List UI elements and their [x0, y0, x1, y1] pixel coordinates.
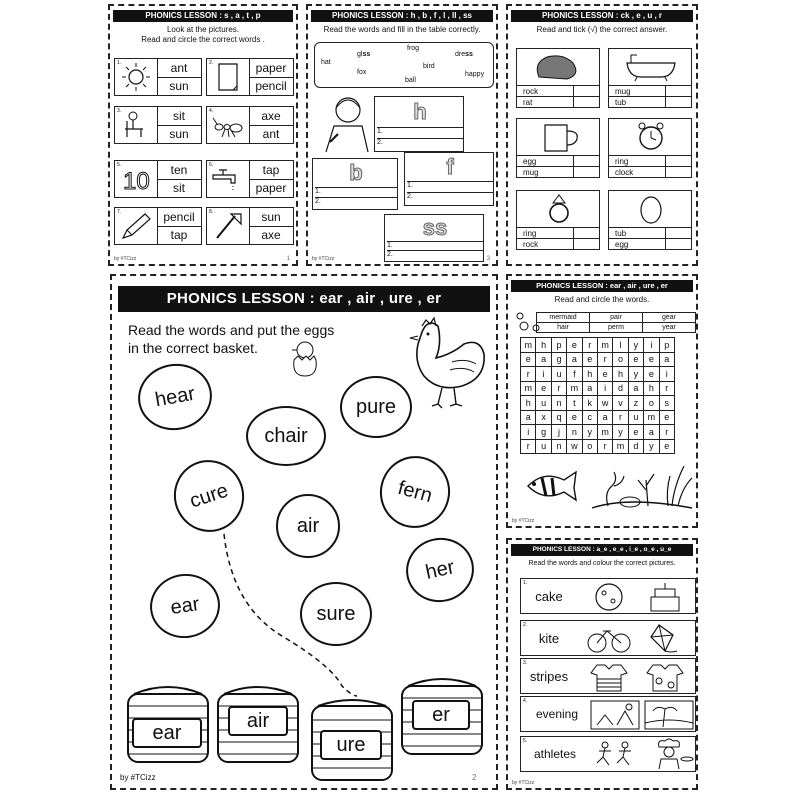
tick-box[interactable]	[573, 238, 599, 249]
grid-row	[521, 410, 675, 425]
grid-letter[interactable]: i	[521, 425, 536, 440]
word-egg-chair[interactable]: chair	[246, 406, 326, 466]
tick-box[interactable]	[573, 227, 599, 238]
instruction-line-2: Read and circle the correct words .	[141, 35, 265, 44]
word-egg-cure[interactable]: cure	[165, 451, 254, 541]
tick-box[interactable]	[573, 85, 599, 96]
answer-option[interactable]: clock	[609, 166, 665, 177]
grid-letter[interactable]: g	[551, 352, 566, 367]
instruction-line-2: in the correct basket.	[128, 340, 258, 356]
word-search-grid	[520, 337, 675, 454]
worksheet-split-digraph	[506, 538, 698, 790]
word-picture-row	[520, 658, 696, 694]
grid-letter[interactable]: r	[597, 352, 612, 367]
tick-answer-cell	[608, 48, 692, 108]
row-word: evening	[535, 707, 579, 721]
grid-letter[interactable]: h	[644, 381, 659, 396]
grid-letter[interactable]: v	[613, 396, 628, 411]
grid-letter[interactable]: i	[644, 338, 659, 353]
answer-option[interactable]: rat	[517, 96, 573, 107]
grid-letter[interactable]: o	[644, 396, 659, 411]
number-ten-icon	[115, 161, 158, 197]
sitting-boy-icon	[115, 107, 158, 143]
tick-box[interactable]	[665, 85, 691, 96]
grid-letter[interactable]: e	[582, 352, 597, 367]
worksheet-word-search	[506, 274, 698, 528]
answer-line: 2.	[377, 139, 383, 146]
grid-letter[interactable]: m	[644, 410, 659, 425]
word-bank-word: perm	[590, 323, 643, 333]
row-word: kite	[538, 631, 560, 646]
page-number: 1	[286, 256, 290, 262]
answer-option[interactable]: rock	[517, 85, 573, 96]
grid-letter[interactable]: o	[582, 439, 597, 454]
instruction-line-1: Look at the pictures.	[166, 25, 240, 34]
worksheet-ear-air-ure-er	[110, 274, 498, 790]
egg-icon	[609, 191, 693, 227]
grid-letter[interactable]: r	[521, 367, 536, 382]
bathtub-icon	[609, 49, 693, 85]
picture-word-cell	[206, 106, 294, 144]
word-egg-her[interactable]: her	[400, 532, 480, 609]
grid-letter[interactable]: r	[582, 338, 597, 353]
instruction: Read the words and fill in the table correctly.	[323, 25, 481, 34]
tick-box[interactable]	[573, 155, 599, 166]
grid-letter[interactable]: h	[613, 367, 628, 382]
word-bank-table	[536, 312, 696, 333]
word-option[interactable]: sun	[249, 208, 293, 227]
grid-letter[interactable]: h	[521, 396, 536, 411]
letter-table-h	[374, 96, 464, 152]
coral-icon	[588, 456, 696, 512]
grid-letter[interactable]: e	[521, 352, 536, 367]
tap-icon	[207, 161, 250, 197]
instruction: Read and tick (√) the correct answer.	[536, 25, 668, 34]
ring-icon	[517, 191, 601, 227]
word-bank-word: fox	[357, 69, 367, 76]
tick-box[interactable]	[665, 166, 691, 177]
answer-option[interactable]: tub	[609, 96, 665, 107]
cake-icon[interactable]	[637, 581, 693, 613]
grid-letter[interactable]: c	[582, 410, 597, 425]
letter-heading: h	[413, 99, 427, 124]
grid-letter[interactable]: m	[521, 338, 536, 353]
grid-letter[interactable]: m	[597, 425, 612, 440]
tick-answer-cell	[516, 190, 600, 250]
word-egg-pure[interactable]: pure	[340, 376, 412, 438]
grid-letter[interactable]: i	[597, 381, 612, 396]
word-option[interactable]: sit	[157, 107, 201, 126]
worksheet-title: PHONICS LESSON : h , b , f , l , ll , ss	[311, 10, 493, 22]
word-option[interactable]: axe	[249, 107, 293, 126]
answer-option[interactable]: rock	[517, 238, 573, 249]
answer-option[interactable]: mug	[609, 85, 665, 96]
credit: by #TCizz	[512, 780, 535, 786]
grid-letter[interactable]: y	[644, 439, 659, 454]
word-option[interactable]: paper	[255, 181, 287, 195]
basket-ure[interactable]	[308, 692, 396, 782]
floral-shirt-icon[interactable]	[637, 661, 693, 693]
word-option[interactable]: paper	[249, 59, 293, 78]
word-option[interactable]: pencil	[255, 79, 287, 93]
kite-icon[interactable]	[637, 623, 693, 655]
word-bank-word: glss	[357, 51, 371, 58]
grid-letter[interactable]: u	[628, 410, 643, 425]
grid-letter[interactable]: z	[628, 396, 643, 411]
grid-letter[interactable]: h	[536, 338, 551, 353]
mug-icon	[517, 119, 601, 155]
item-number: 7.	[117, 209, 122, 215]
fish-icon	[524, 466, 580, 506]
answer-option[interactable]: ring	[609, 155, 665, 166]
paper-icon	[207, 59, 250, 95]
grid-letter[interactable]: r	[613, 410, 628, 425]
worksheet-title: PHONICS LESSON : s , a , t , p	[113, 10, 293, 22]
grid-letter[interactable]: m	[567, 381, 582, 396]
chef-icon[interactable]	[643, 737, 695, 771]
page-number: 2	[472, 773, 477, 782]
answer-option[interactable]: ring	[517, 227, 573, 238]
basket-er[interactable]	[398, 666, 486, 756]
grid-letter[interactable]: n	[551, 396, 566, 411]
picture-word-cell	[206, 58, 294, 96]
grid-letter[interactable]: h	[582, 367, 597, 382]
worksheet-title: PHONICS LESSON : a_e , e_e , i_e , o_e , u_e	[511, 544, 693, 556]
grid-letter[interactable]: m	[597, 338, 612, 353]
grid-letter[interactable]: i	[536, 367, 551, 382]
grid-row	[521, 439, 675, 454]
grid-letter[interactable]: k	[582, 396, 597, 411]
grid-letter[interactable]: d	[613, 381, 628, 396]
word-bank-word: gear	[643, 313, 696, 323]
answer-line: 1.	[387, 241, 483, 251]
answer-line: 2.	[387, 251, 393, 258]
basket-air[interactable]	[214, 674, 302, 764]
item-number: 5.	[523, 738, 528, 744]
grid-letter[interactable]: e	[659, 439, 674, 454]
credit: by #TCizz	[114, 256, 137, 262]
grid-letter[interactable]: a	[597, 410, 612, 425]
grid-letter[interactable]: l	[613, 338, 628, 353]
item-number: 4.	[209, 108, 214, 114]
grid-letter[interactable]: a	[628, 381, 643, 396]
grid-letter[interactable]: n	[567, 425, 582, 440]
grid-letter[interactable]: e	[567, 338, 582, 353]
letter-table-b	[312, 158, 398, 210]
pencil-icon	[115, 208, 158, 244]
letter-heading: b	[349, 160, 363, 185]
word-egg-fern[interactable]: fern	[372, 448, 458, 536]
picture-word-cell	[206, 160, 294, 198]
item-number: 6.	[209, 162, 214, 168]
answer-option[interactable]: egg	[517, 155, 573, 166]
picture-word-cell	[114, 58, 202, 96]
word-bank-word: happy	[465, 71, 485, 78]
word-picture-row	[520, 736, 696, 772]
grid-letter[interactable]: u	[536, 439, 551, 454]
grid-letter[interactable]: f	[567, 367, 582, 382]
word-bank-word: mermaid	[537, 313, 590, 323]
grid-letter[interactable]: r	[521, 439, 536, 454]
basket-label: ure	[320, 730, 382, 760]
worksheet-title: PHONICS LESSON : ck , e , u , r	[511, 10, 693, 22]
grid-row	[521, 381, 675, 396]
item-number: 1.	[117, 60, 122, 66]
letter-table-f	[404, 152, 494, 206]
word-option[interactable]: pencil	[157, 208, 201, 227]
tick-box[interactable]	[573, 166, 599, 177]
word-bank-word: frog	[407, 45, 420, 52]
grid-letter[interactable]: w	[597, 396, 612, 411]
row-word: athletes	[533, 747, 577, 761]
grid-letter[interactable]: x	[536, 410, 551, 425]
beach-scene-icon[interactable]	[643, 699, 695, 731]
grid-row	[521, 338, 675, 353]
rock-icon	[517, 49, 601, 85]
item-number: 1.	[523, 580, 528, 586]
grid-letter[interactable]: e	[628, 352, 643, 367]
worksheet-hbfl	[306, 4, 498, 266]
grid-letter[interactable]: a	[536, 352, 551, 367]
answer-option[interactable]: tub	[609, 227, 665, 238]
item-number: 2.	[209, 60, 214, 66]
runners-icon[interactable]	[589, 739, 641, 771]
tick-box[interactable]	[665, 96, 691, 107]
word-option[interactable]: tap	[170, 228, 188, 242]
word-option[interactable]: ant	[262, 127, 280, 141]
item-number: 8.	[209, 209, 214, 215]
grid-letter[interactable]: w	[567, 439, 582, 454]
page-number: 3	[486, 256, 490, 262]
word-egg-air[interactable]: air	[276, 494, 340, 558]
answer-option[interactable]: egg	[609, 238, 665, 249]
word-option[interactable]: axe	[261, 228, 281, 242]
boy-writing-icon	[316, 90, 374, 154]
tick-answer-cell	[516, 48, 600, 108]
basket-label: er	[412, 700, 470, 730]
grid-letter[interactable]: r	[659, 381, 674, 396]
basket-label: ear	[132, 718, 202, 748]
grid-row	[521, 425, 675, 440]
grid-letter[interactable]: i	[659, 367, 674, 382]
credit: by #TCizz	[312, 256, 335, 262]
tick-box[interactable]	[665, 238, 691, 249]
worksheet-satp	[108, 4, 298, 266]
word-bank-word: hat	[321, 59, 331, 66]
grid-letter[interactable]: j	[551, 425, 566, 440]
credit: by #TCizz	[120, 773, 156, 782]
tick-answer-cell	[516, 118, 600, 178]
grid-letter[interactable]: e	[644, 352, 659, 367]
grid-letter[interactable]: p	[551, 338, 566, 353]
clock-icon	[609, 119, 693, 155]
grid-letter[interactable]: o	[613, 352, 628, 367]
grid-letter[interactable]: d	[628, 439, 643, 454]
basket-label: air	[228, 706, 288, 736]
picture-word-cell	[206, 207, 294, 245]
tick-box[interactable]	[573, 96, 599, 107]
answer-line: 2.	[315, 198, 321, 205]
grid-letter[interactable]: e	[597, 367, 612, 382]
striped-shirt-icon[interactable]	[583, 661, 635, 693]
word-egg-hear[interactable]: hear	[133, 358, 217, 436]
grid-letter[interactable]: r	[597, 439, 612, 454]
answer-line: 1.	[407, 181, 493, 193]
item-number: 4.	[523, 698, 528, 704]
answer-line: 2.	[407, 193, 413, 200]
grid-letter[interactable]: s	[659, 396, 674, 411]
grid-letter[interactable]: e	[659, 410, 674, 425]
item-number: 5.	[117, 162, 122, 168]
grid-letter[interactable]: a	[659, 352, 674, 367]
instruction: Read the words and colour the correct pictures.	[528, 560, 676, 567]
grid-letter[interactable]: p	[659, 338, 674, 353]
word-bank-word: year	[643, 323, 696, 333]
word-bank-word: bird	[423, 63, 435, 70]
item-number: 2.	[523, 622, 528, 628]
ant-icon	[207, 107, 250, 143]
grid-letter[interactable]: u	[536, 396, 551, 411]
tick-answer-cell	[608, 190, 692, 250]
grid-letter[interactable]: e	[628, 425, 643, 440]
grid-letter[interactable]: g	[536, 425, 551, 440]
answer-line: 1.	[377, 127, 463, 139]
word-bank	[314, 42, 494, 88]
grid-letter[interactable]: e	[567, 410, 582, 425]
picture-word-cell	[114, 160, 202, 198]
grid-letter[interactable]: e	[536, 381, 551, 396]
word-option[interactable]: ten	[157, 161, 201, 180]
grid-letter[interactable]: q	[551, 410, 566, 425]
item-number: 3.	[117, 108, 122, 114]
tick-box[interactable]	[665, 227, 691, 238]
word-egg-sure[interactable]: sure	[300, 582, 372, 646]
grid-letter[interactable]: t	[567, 396, 582, 411]
axe-icon	[207, 208, 250, 244]
row-word: stripes	[529, 669, 569, 684]
grid-letter[interactable]: r	[551, 381, 566, 396]
grid-letter[interactable]: r	[659, 425, 674, 440]
grid-letter[interactable]: y	[613, 425, 628, 440]
word-option[interactable]: ant	[157, 59, 201, 78]
svg-text:10: 10	[123, 168, 150, 195]
grid-letter[interactable]: y	[582, 425, 597, 440]
grid-letter[interactable]: n	[551, 439, 566, 454]
letter-table-ss	[384, 214, 484, 262]
item-number: 3.	[523, 660, 528, 666]
word-bank-word: ball	[405, 77, 416, 84]
word-bank-word: hair	[537, 323, 590, 333]
grid-row	[521, 396, 675, 411]
letter-heading: f	[446, 154, 454, 179]
tick-answer-cell	[608, 118, 692, 178]
grid-letter[interactable]: a	[582, 381, 597, 396]
answer-option[interactable]: mug	[517, 166, 573, 177]
sun-icon	[115, 59, 158, 95]
night-scene-icon[interactable]	[589, 699, 641, 731]
grid-row	[521, 352, 675, 367]
word-option[interactable]: sit	[173, 181, 185, 195]
word-picture-row	[520, 696, 696, 732]
basket-ear[interactable]	[124, 674, 212, 764]
word-picture-row	[520, 578, 696, 614]
grid-letter[interactable]: y	[628, 367, 643, 382]
worksheet-title: PHONICS LESSON : ear , air , ure , er	[511, 280, 693, 292]
grid-letter[interactable]: u	[551, 367, 566, 382]
word-egg-ear[interactable]: ear	[146, 569, 224, 642]
row-word: cake	[535, 589, 563, 604]
pizza-icon[interactable]	[583, 581, 635, 613]
word-option[interactable]: tap	[249, 161, 293, 180]
grid-row	[521, 367, 675, 382]
grid-letter[interactable]: m	[613, 439, 628, 454]
instruction-line-1: Read the words and put the eggs	[128, 322, 335, 338]
grid-letter[interactable]: a	[567, 352, 582, 367]
picture-word-cell	[114, 106, 202, 144]
answer-line: 1.	[315, 187, 397, 198]
bicycle-icon[interactable]	[583, 623, 635, 655]
credit: by #TCizz	[512, 518, 535, 524]
grid-letter[interactable]: y	[628, 338, 643, 353]
word-picture-row	[520, 620, 696, 656]
grid-letter[interactable]: a	[644, 425, 659, 440]
word-option[interactable]: sun	[169, 127, 189, 141]
letter-heading: ss	[422, 215, 448, 240]
grid-letter[interactable]: m	[521, 381, 536, 396]
word-bank-word: dress	[455, 51, 473, 58]
grid-letter[interactable]: a	[521, 410, 536, 425]
instruction: Read and circle the words.	[554, 295, 650, 304]
worksheet-title: PHONICS LESSON : ear , air , ure , er	[118, 286, 490, 312]
tick-box[interactable]	[665, 155, 691, 166]
picture-word-cell	[114, 207, 202, 245]
grid-letter[interactable]: e	[644, 367, 659, 382]
word-option[interactable]: sun	[169, 79, 189, 93]
word-bank-word: pair	[590, 313, 643, 323]
worksheet-ckeur	[506, 4, 698, 266]
